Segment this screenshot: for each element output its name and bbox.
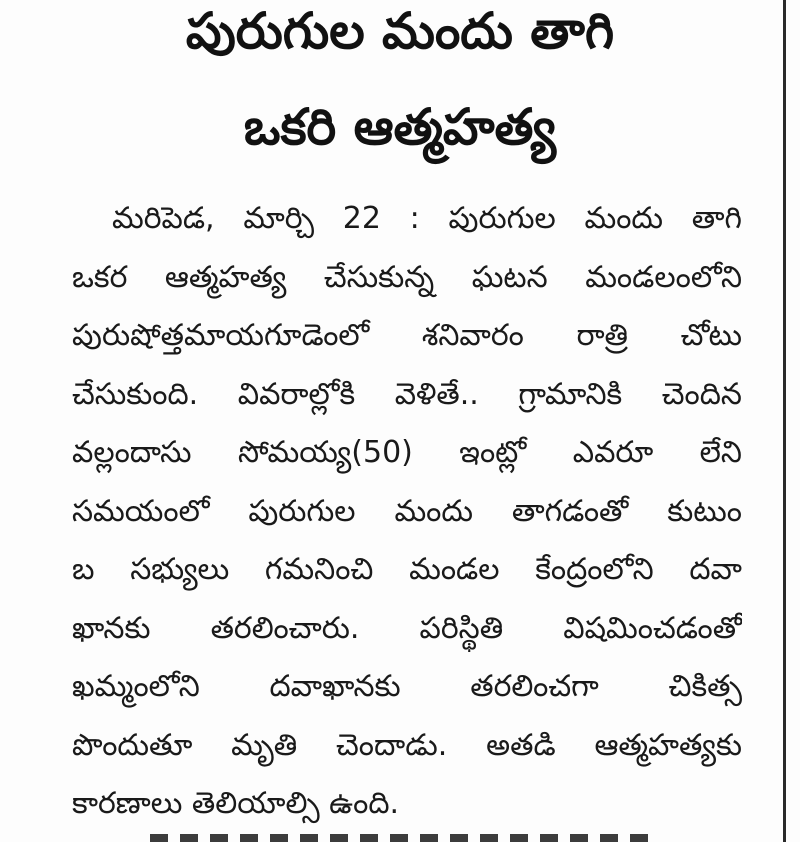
body-line: బ సభ్యులు గమనించి మండల కేంద్రంలోని దవా: [72, 552, 742, 587]
body-line: ఒకర ఆత్మహత్య చేసుకున్న ఘటన మండలంలోని: [72, 259, 742, 295]
body-line: వల్లందాసు సోమయ్య(50) ఇంట్లో ఎవరూ లేని: [72, 435, 742, 470]
body-line: పురుషోత్తమాయగూడెంలో శనివారం రాత్రి చోటు: [72, 318, 742, 353]
body-line: సమయంలో పురుగుల మందు తాగడంతో కుటుం: [72, 493, 742, 529]
headline-line-2: ఒకరి ఆత్మహత్య: [243, 98, 557, 156]
body-line: ఖమ్మంలోని దవాఖానకు తరలించగా చికిత్స: [72, 669, 742, 704]
article-body: [72, 190, 742, 834]
body-line: మరిపెడ, మార్చి 22 : పురుగుల మందు తాగి: [112, 201, 742, 236]
body-line-last: కారణాలు తెలియాల్సి ఉంది.: [72, 786, 400, 821]
body-line: చేసుకుంది. వివరాల్లోకి వెళితే.. గ్రామానికి చెందిన: [72, 376, 742, 412]
body-line: పొందుతూ మృతి చెందాడు. అతడి ఆత్మహత్యకు: [72, 727, 742, 763]
body-line: ఖానకు తరలించారు. పరిస్థితి విషమించడంతో: [72, 610, 742, 646]
headline-line-1: పురుగుల మందు తాగి: [185, 2, 615, 60]
next-headline-fragment: [150, 822, 650, 842]
